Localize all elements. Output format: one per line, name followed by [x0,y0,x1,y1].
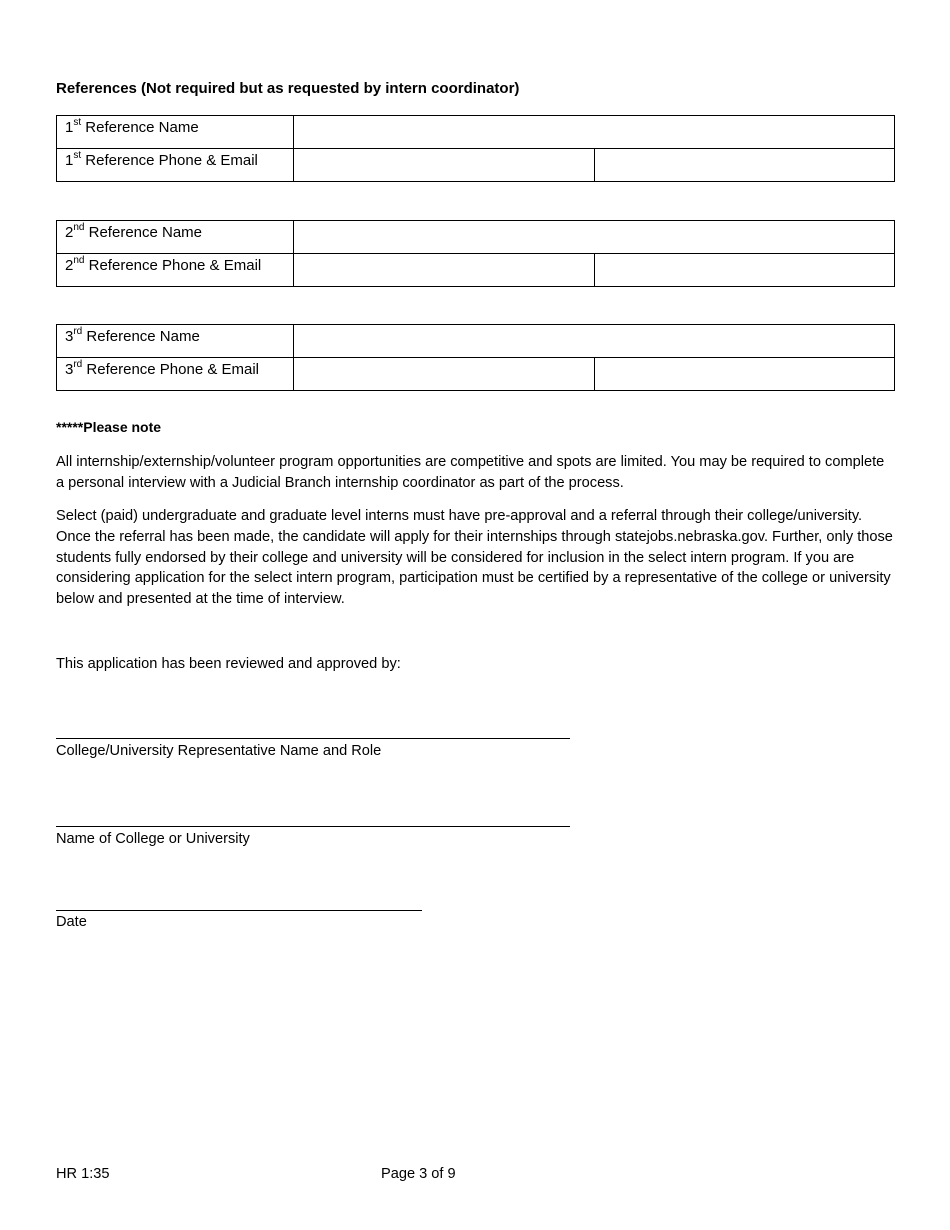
date-signature-line[interactable] [56,910,422,911]
reference-table-1 [56,115,895,182]
reference-table-3 [56,324,895,391]
note-paragraph-2: Select (paid) undergraduate and graduate level interns must have pre-approval and a referral through their college/university. Once the referral has been made, the candidate will apply for their internships through statejobs.nebraska.gov. Further, only those students fully endorsed by their college and university will be considered for inclusion in the select intern program. If you are considering application for the select intern program, participation must be certified by a representative of the college or university below and presented at the time of interview. [56,508,893,608]
college-signature-label: Name of College or University [56,831,250,847]
reference-table-2 [56,220,895,287]
college-signature-line[interactable] [56,826,570,827]
reference-name-label: 2nd Reference Name [57,221,294,254]
reference-name-label: 1st Reference Name [57,116,294,149]
section-heading: References (Not required but as requested by intern coordinator) [56,80,520,97]
reference-name-label: 3rd Reference Name [57,325,294,358]
date-signature-label: Date [56,914,87,930]
reference-name-field[interactable] [294,221,895,254]
reference-phone-field[interactable] [294,254,595,287]
reference-phone-field[interactable] [294,149,595,182]
rep-signature-label: College/University Representative Name and Role [56,743,382,759]
rep-signature-line[interactable] [56,738,570,739]
page-number: Page 3 of 9 [381,1166,456,1182]
reference-name-field[interactable] [294,116,895,149]
reference-contact-label: 2nd Reference Phone & Email [57,254,294,287]
reference-contact-label: 1st Reference Phone & Email [57,149,294,182]
reference-email-field[interactable] [594,254,895,287]
reference-name-field[interactable] [294,325,895,358]
reference-contact-label: 3rd Reference Phone & Email [57,358,294,391]
form-code: HR 1:35 [56,1166,110,1182]
reference-phone-field[interactable] [294,358,595,391]
reference-email-field[interactable] [594,149,895,182]
reference-email-field[interactable] [594,358,895,391]
approval-intro: This application has been reviewed and approved by: [56,656,401,672]
note-title: *****Please note [56,419,162,435]
note-paragraph-1: All internship/externship/volunteer program opportunities are competitive and spots are limited. You may be required to complete a personal interview with a Judicial Branch internship coordinator as part of the process. [56,454,885,491]
